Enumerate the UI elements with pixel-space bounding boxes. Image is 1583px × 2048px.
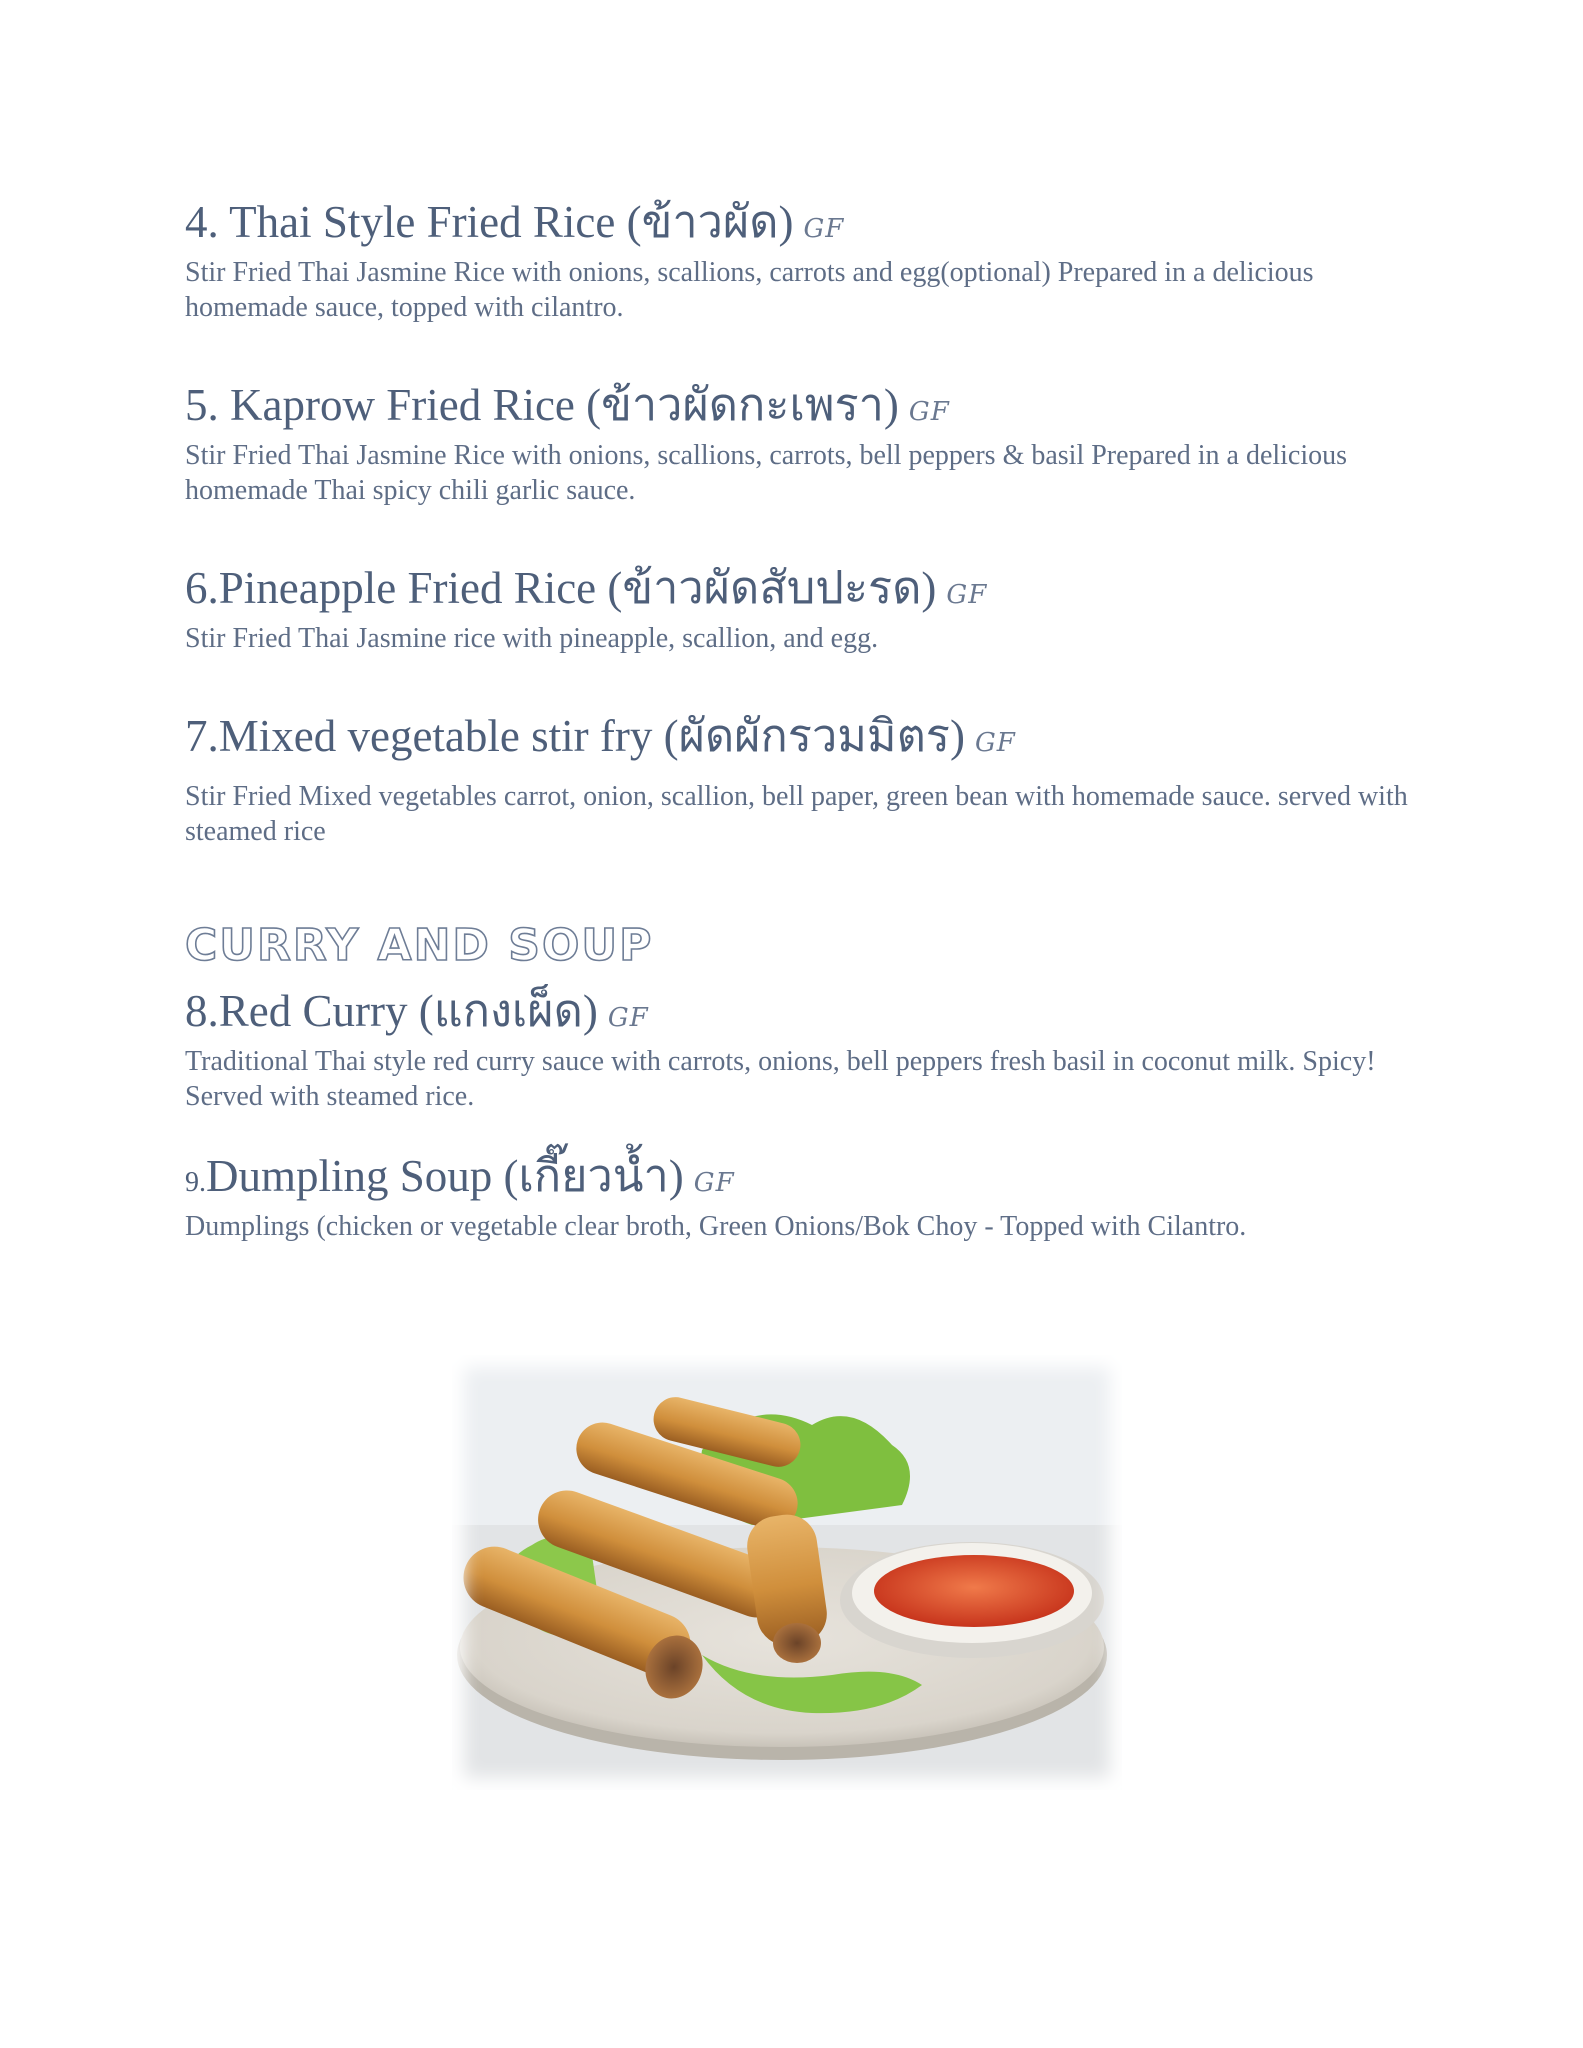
item-description: Dumplings (chicken or vegetable clear broth, Green Onions/Bok Choy - Topped with Cilantro.	[185, 1211, 1247, 1242]
spring-rolls-photo	[452, 1355, 1122, 1790]
gluten-free-tag: GF	[946, 580, 988, 610]
item-description: Stir Fried Thai Jasmine Rice with onions, scallions, carrots, bell peppers & basil Prepared in a delicious homemade Thai spicy chili garlic sauce.	[185, 440, 1348, 506]
menu-item-red-curry	[185, 985, 1415, 1114]
menu-item-kaprow-fried-rice	[185, 379, 1415, 508]
item-name: Mixed vegetable stir fry (ผัดผักรวมมิตร)	[218, 711, 965, 761]
item-number: 9.	[185, 1167, 206, 1198]
item-description: Traditional Thai style red curry sauce with carrots, onions, bell peppers fresh basil in coconut milk. Spicy! Served with steamed rice.	[185, 1046, 1376, 1112]
item-name: Thai Style Fried Rice (ข้าวผัด)	[218, 197, 794, 247]
gluten-free-tag: GF	[607, 1003, 649, 1033]
item-title	[185, 379, 1415, 438]
item-number: 8.	[185, 986, 219, 1036]
item-number: 4.	[185, 197, 219, 247]
item-title	[185, 710, 1415, 769]
item-description: Stir Fried Thai Jasmine Rice with onions, scallions, carrots and egg(optional) Prepared in a delicious homemade sauce, topped with cilantro.	[185, 257, 1314, 323]
chili-sauce	[874, 1555, 1074, 1627]
item-title	[185, 985, 1415, 1044]
item-title	[185, 1150, 1415, 1209]
gluten-free-tag: GF	[908, 397, 950, 427]
section-heading-curry-and-soup: CURRY AND SOUP	[185, 920, 654, 971]
item-name: Red Curry (แกงเผ็ด)	[218, 986, 598, 1036]
gluten-free-tag: GF	[803, 214, 845, 244]
menu-item-thai-style-fried-rice	[185, 196, 1415, 325]
spring-rolls-illustration	[452, 1355, 1122, 1790]
menu-item-dumpling-soup	[185, 1150, 1415, 1244]
menu-item-mixed-vegetable-stir-fry	[185, 710, 1415, 849]
item-number: 7.	[185, 711, 219, 761]
item-number: 5.	[185, 380, 219, 430]
item-name: Pineapple Fried Rice (ข้าวผัดสับปะรด)	[218, 563, 937, 613]
gluten-free-tag: GF	[693, 1168, 735, 1198]
gluten-free-tag: GF	[974, 728, 1016, 758]
item-description: Stir Fried Mixed vegetables carrot, onion, scallion, bell paper, green bean with homemade sauce. served with steamed rice	[185, 781, 1408, 847]
item-name: Dumpling Soup (เกี๊ยวน้ำ)	[206, 1151, 684, 1201]
item-title	[185, 562, 1415, 621]
item-title	[185, 196, 1415, 255]
item-description: Stir Fried Thai Jasmine rice with pineapple, scallion, and egg.	[185, 623, 879, 654]
menu-item-pineapple-fried-rice	[185, 562, 1415, 656]
item-number: 6.	[185, 563, 219, 613]
item-name: Kaprow Fried Rice (ข้าวผัดกะเพรา)	[218, 380, 899, 430]
